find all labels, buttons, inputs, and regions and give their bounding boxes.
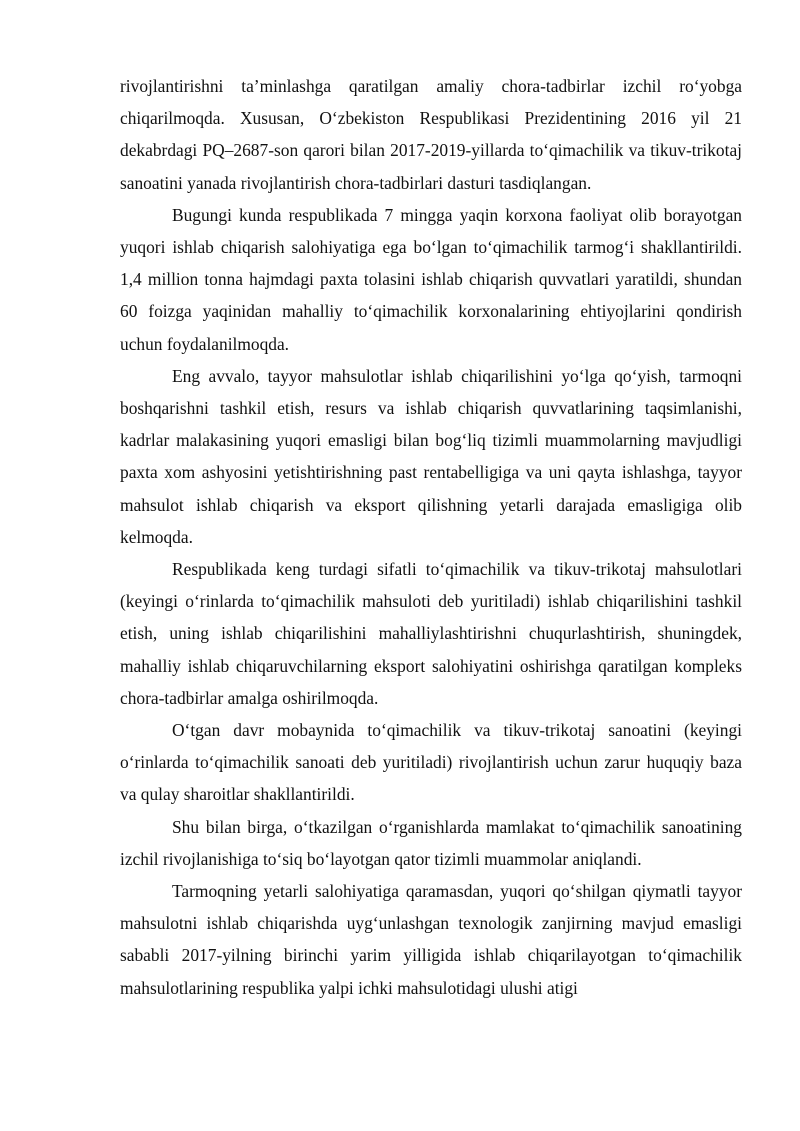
document-page: [120, 70, 742, 1004]
paragraph-complex-measures: Respublikada keng turdagi sifatli to‘qimachilik va tikuv-trikotaj mahsulotlari (keyingi o‘rinlarda to‘qimachilik mahsuloti deb yuritiladi) ishlab chiqarilishini tashkil etish, uning ishlab chiqarilishini mahalliylashtirishni chuqurlashtirish, shuningdek, mahalliy ishlab chiqaruvchilarning eksport salohiyatini oshirishga qaratilgan kompleks chora-tadbirlar amalga oshirilmoqda.: [120, 559, 742, 708]
paragraph-systemic-problems: Eng avvalo, tayyor mahsulotlar ishlab chiqarilishini yo‘lga qo‘yish, tarmoqni boshqarishni tashkil etish, resurs va ishlab chiqarish quvvatlarining taqsimlanishi, kadrlar malakasining yuqori emasligi bilan bog‘liq tizimli muammolarning mavjudligi paxta xom ashyosini yetishtirishning past rentabelligiga va uni qayta ishlashga, tayyor mahsulot ishlab chiqarish va eksport qilishning yetarli darajada emasligiga olib kelmoqda.: [120, 365, 742, 547]
paragraph-industry-overview: Bugungi kunda respublikada 7 mingga yaqin korxona faoliyat olib borayotgan yuqori ishlab chiqarish salohiyatiga ega bo‘lgan to‘qimachilik tarmog‘i shakllantirildi. 1,4 million tonna hajmdagi paxta tolasini ishlab chiqarish quvvatlari yaratildi, shundan 60 foizga yaqinidan mahalliy to‘qimachilik korxonalarining ehtiyojlarini qondirish uchun foydalanilmoqda.: [120, 204, 742, 354]
paragraph-legal-base: O‘tgan davr mobaynida to‘qimachilik va tikuv-trikotaj sanoatini (keyingi o‘rinlarda to‘qimachilik sanoati deb yuritiladi) rivojlantirish uchun zarur huquqiy baza va qulay sharoitlar shakllantirildi.: [120, 720, 742, 805]
paragraph-identified-problems: Shu bilan birga, o‘tkazilgan o‘rganishlarda mamlakat to‘qimachilik sanoatining izchil rivojlanishiga to‘siq bo‘layotgan qator tizimli muammolar aniqlandi.: [120, 816, 742, 869]
paragraph-continuation: rivojlantirishni ta’minlashga qaratilgan amaliy chora-tadbirlar izchil ro‘yobga chiqarilmoqda. Xususan, O‘zbekiston Respublikasi Prezidentining 2016 yil 21 dekabrdagi PQ–2687-son qarori bilan 2017-2019-yillarda to‘qimachilik va tikuv-trikotaj sanoatini yanada rivojlantirish chora-tadbirlari dasturi tasdiqlangan.: [120, 76, 742, 193]
paragraph-value-chain: Tarmoqning yetarli salohiyatiga qaramasdan, yuqori qo‘shilgan qiymatli tayyor mahsulotni ishlab chiqarishda uyg‘unlashgan texnologik zanjirning mavjud emasligi sababli 2017-yilning birinchi yarim yilligida ishlab chiqarilayotgan to‘qimachilik mahsulotlarining respublika yalpi ichki mahsulotidagi ulushi atigi: [120, 881, 742, 998]
